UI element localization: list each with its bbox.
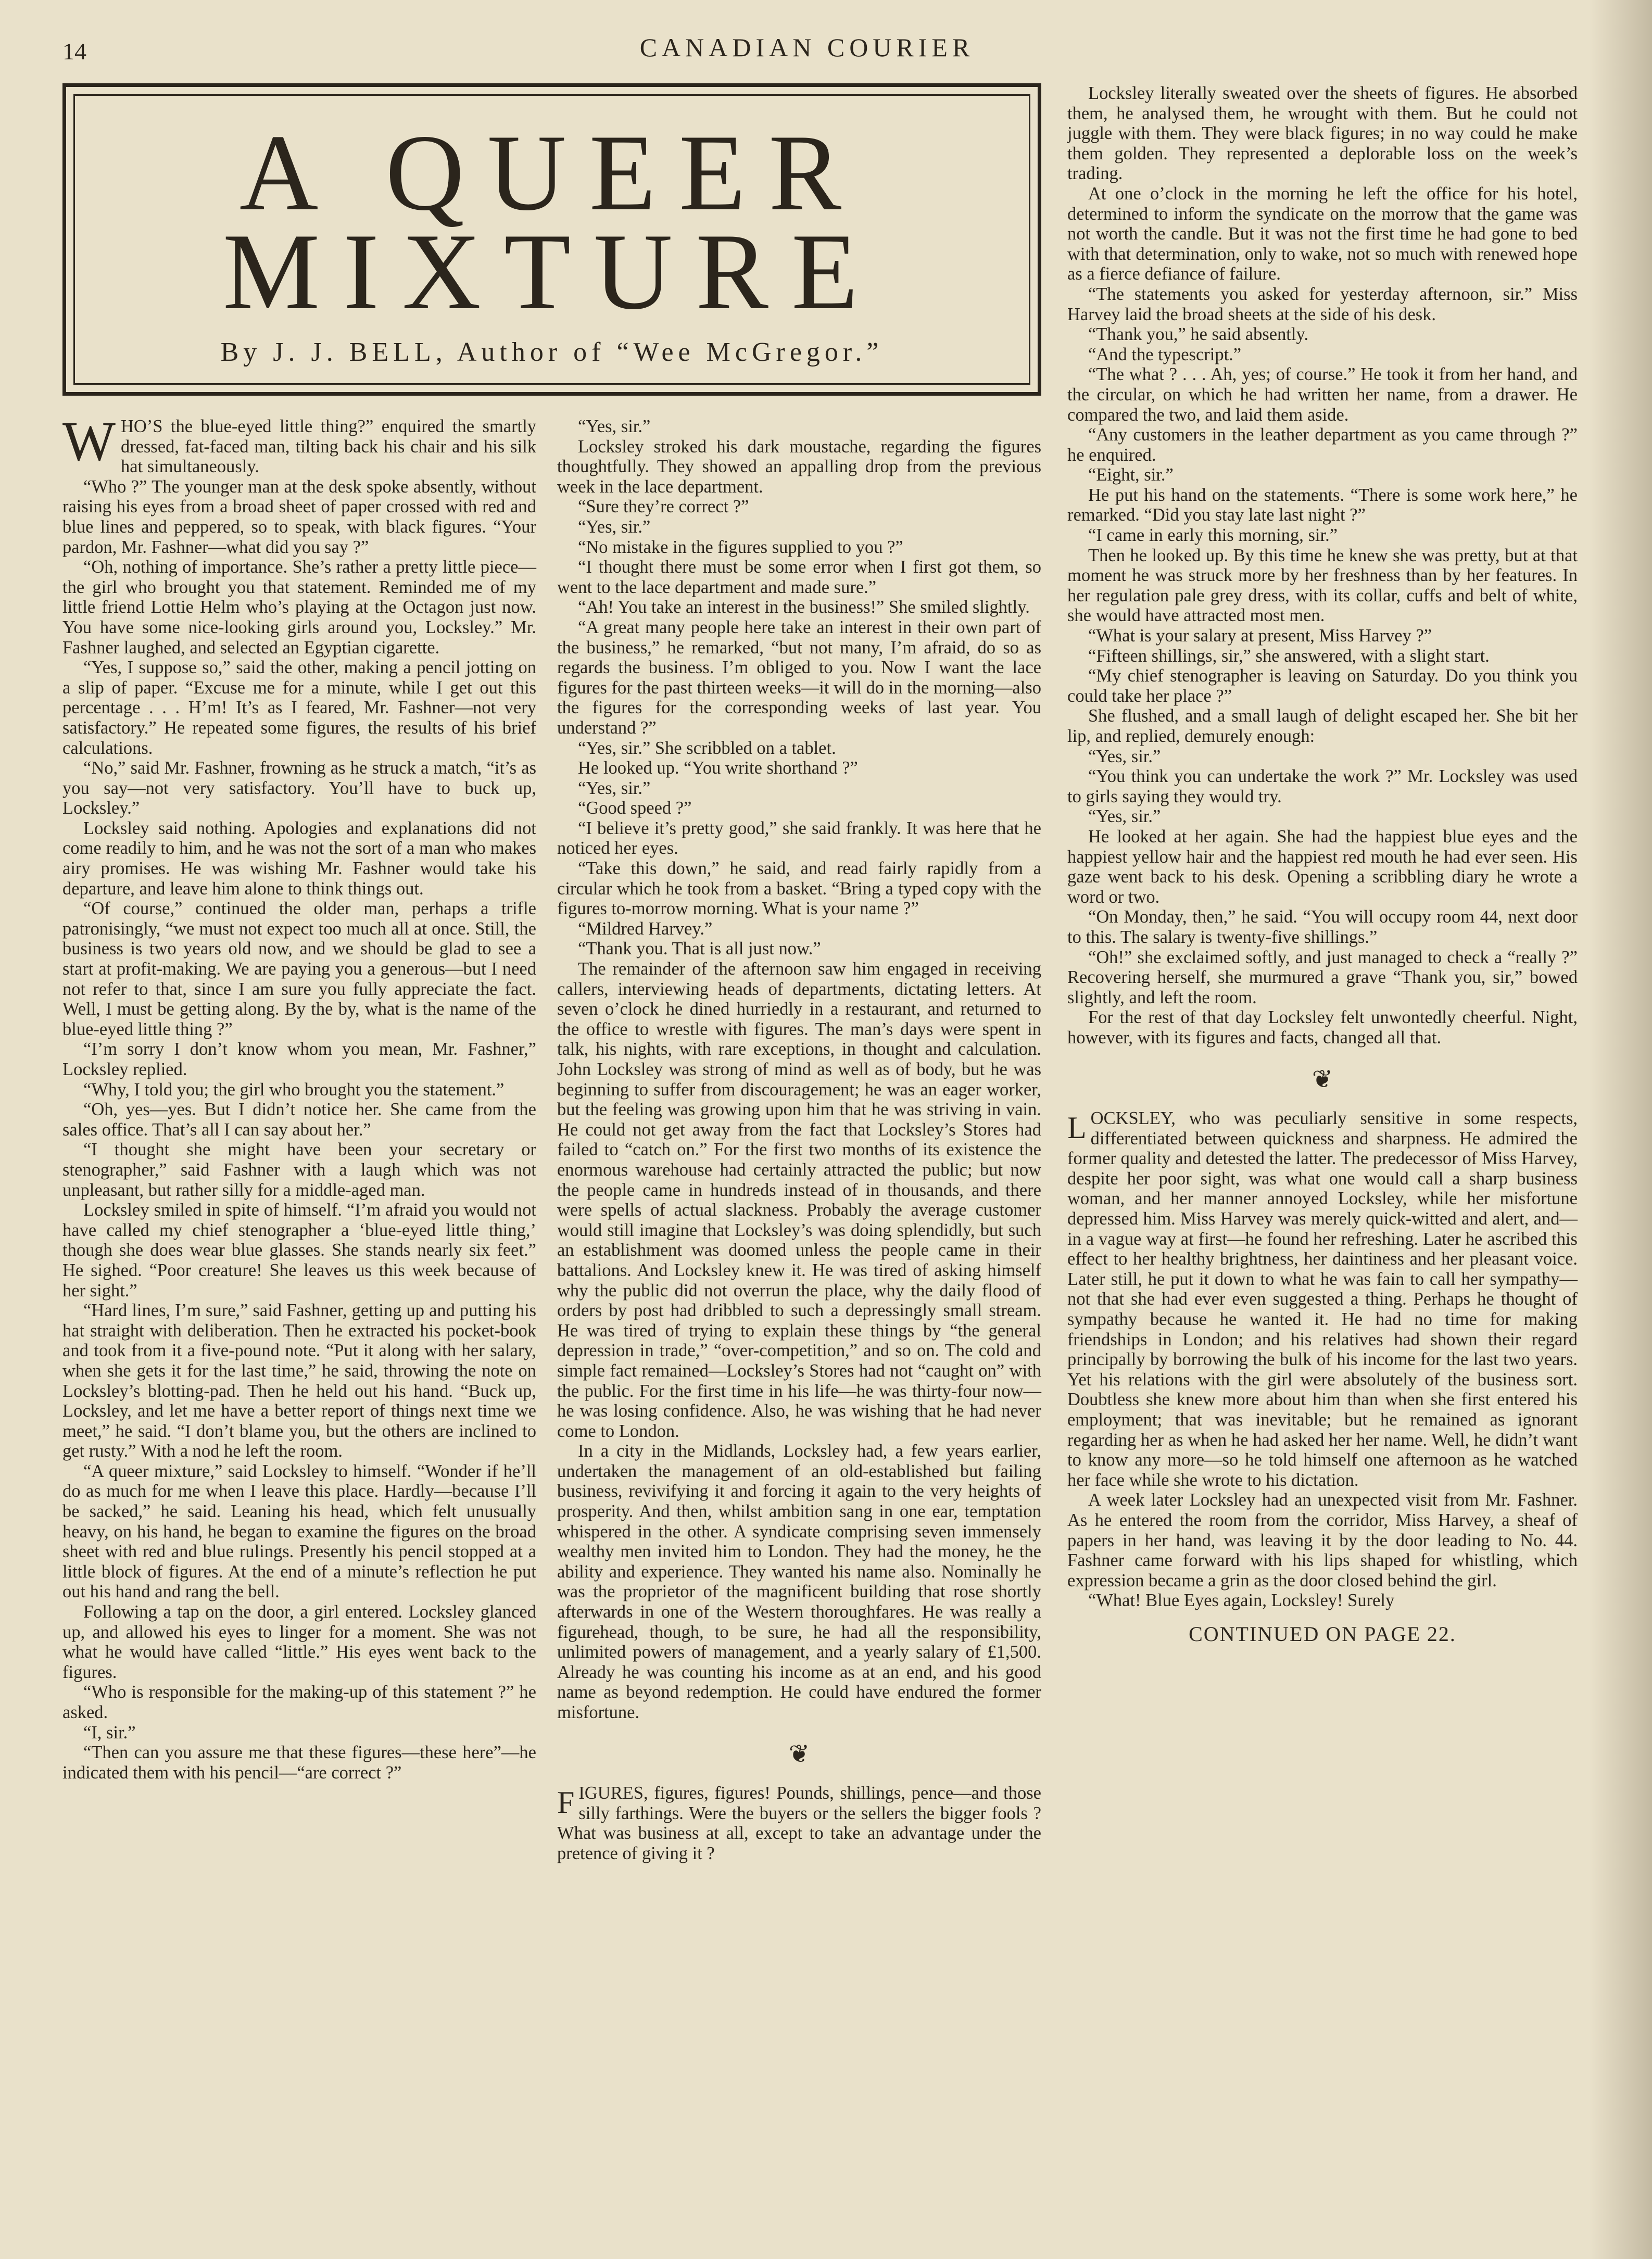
title-line-1: A QUEER [239, 112, 865, 233]
paragraph: “No,” said Mr. Fashner, frowning as he struck a match, “it’s as you say—not very satisfactory. You’ll have to buck up, Locksley.” [62, 758, 536, 818]
paragraph: Following a tap on the door, a girl entered. Locksley glanced up, and allowed his eyes to linger for a moment. She was not what he would have called “little.” His eyes went back to the figures. [62, 1602, 536, 1682]
paragraph: “The what ? . . . Ah, yes; of course.” He took it from her hand, and the circular, on which he had written her name, from a drawer. He compared the two, and laid them aside. [1067, 364, 1578, 425]
paragraph: “I thought she might have been your secretary or stenographer,” said Fashner with a laugh which was not unpleasant, but rather silly for a middle-aged man. [62, 1140, 536, 1200]
paragraph: “I came in early this morning, sir.” [1088, 525, 1338, 546]
paragraph: “Oh!” she exclaimed softly, and just managed to check a “really ?” Recovering herself, she murmured a grave “Thank you, sir,” bowed slightly, and left the room. [1067, 947, 1578, 1007]
paragraph: “Yes, sir.” [578, 417, 651, 436]
paragraph: “Mildred Harvey.” [578, 918, 713, 939]
paragraph: “Thank you. That is all just now.” [578, 939, 821, 959]
paragraph: He looked up. “You write shorthand ?” [578, 758, 858, 778]
paragraph: Locksley said nothing. Apologies and explanations did not come readily to him, and he was not the sort of a man who makes airy promises. He was wishing Mr. Fashner would take his departure, and leave him alone to think things out. [62, 818, 536, 899]
paragraph: He put his hand on the statements. “There is some work here,” he remarked. “Did you stay late last night ?” [1067, 485, 1578, 525]
paragraph: She flushed, and a small laugh of delight escaped her. She bit her lip, and replied, demurely enough: [1067, 706, 1578, 746]
paragraph: A week later Locksley had an unexpected visit from Mr. Fashner. As he entered the room from the corridor, Miss Harvey, a sheaf of papers in her hand, was leaving it by the door leading to No. 44. Fashner came forward with his lips shaped for whistling, which expression became a grin as the door closed behind the girl. [1067, 1490, 1578, 1591]
paragraph [1067, 1108, 1578, 1490]
paragraph: He looked at her again. She had the happiest blue eyes and the happiest yellow hair and the happiest red mouth he had ever seen. His gaze went back to his desk. Opening a scribbling diary he wrote a word or two. [1067, 826, 1578, 907]
paragraph: “Who ?” The younger man at the desk spoke absently, without raising his eyes from a broad sheet of paper crossed with red and blue lines and peppered, so to speak, with black figures. “Your pardon, Mr. Fashner—what did you say ?” [62, 476, 536, 557]
paragraph: “Yes, sir.” She scribbled on a tablet. [578, 738, 836, 758]
paragraph: “Oh, yes—yes. But I didn’t notice her. She came from the sales office. That’s all I can say about her.” [62, 1100, 536, 1140]
paragraph-text: OCKSLEY, who was peculiarly sensitive in some respects, differentiated between quickness and sharpness. He admired the former quality and detested the latter. The predecessor of Miss Harvey, despite her poor sight, was what one would call a sharp business woman, and her manner annoyed Locksley, while her misfortune depressed him. Miss Harvey was merely quick-witted and alert, and—in a vague way at first—he found her refreshing. Later he ascribed this effect to her healthy brightness, her daintiness and her pleasant voice. Later still, he put it down to what he was fain to call her sympathy—not that she had ever even suggested a thing. Perhaps he thought of sympathy because he wanted it. He had no time for making friendships in London; and his relatives had shown their regard principally by borrowing the bulk of his income for the last two years. Yet his relations with the girl were absolutely of the business sort. Doubtless she knew more about him than when she first entered his employment; that was inevitable; but he remained as ignorant regarding her as when he had asked her her name. Well, he didn’t want to know any more—so he told himself one afternoon as he watched her face while she wrote to his dictation. [1067, 1108, 1578, 1490]
paragraph: “Fifteen shillings, sir,” she answered, with a slight start. [1088, 646, 1490, 666]
paragraph: “Yes, I suppose so,” said the other, making a pencil jotting on a slip of paper. “Excuse me for a minute, while I get out this percentage . . . H’m! It’s as I feared, Mr. Fashner—not very satisfactory.” He repeated some figures, the results of his brief calculations. [62, 658, 536, 758]
paragraph: “I, sir.” [83, 1722, 136, 1743]
paragraph: “Who is responsible for the making-up of this statement ?” he asked. [62, 1682, 536, 1722]
paragraph: “Then can you assure me that these figures—these here”—he indicated them with his pencil—“are correct ?” [62, 1743, 536, 1783]
drop-cap: F [557, 1785, 575, 1820]
section-ornament-icon: ❦ [1311, 1065, 1333, 1093]
paragraph: The remainder of the afternoon saw him engaged in receiving callers, interviewing heads of departments, dictating letters. At seven o’clock he dined hurriedly in a restaurant, and returned to the office to wrestle with figures. The man’s days were spent in talk, his nights, with rare exceptions, in thought and calculation. John Locksley was strong of mind as well as of body, but he was beginning to suffer from discouragement; he was an eager worker, but the feeling was growing upon him that he was striving in vain. He could not get away from the fact that Locksley’s Stores had failed to “catch on.” For the first two months of its existence the enormous warehouse had certainly attracted the public; but now the people came in hundreds instead of in thousands, and there were spells of actual slackness. Probably the average customer would still imagine that Locksley’s was doing splendidly, but such an establishment was doomed unless the people came in their battalions. And Locksley knew it. He was tired of asking himself why the public did not overrun the place, why the daily flood of orders by post had dribbled to such a depressingly small stream. He was tired of trying to explain these things by “the general depression in trade,” “over-competition,” and so on. The cold and simple fact remained—Locksley’s Stores had not “caught on” with the public. For the first time in his life—he was thirty-four now—he was losing confidence. Also, he was wishing that he had never come to London. [557, 959, 1041, 1441]
column-2 [557, 417, 1041, 1864]
continued-notice: CONTINUED ON PAGE 22. [1189, 1622, 1456, 1646]
paragraph [62, 411, 536, 477]
paragraph: “Eight, sir.” [1088, 465, 1174, 485]
column-3 [1067, 83, 1578, 1645]
paragraph: “What! Blue Eyes again, Locksley! Surely [1088, 1591, 1395, 1611]
paragraph: “Oh, nothing of importance. She’s rather a pretty little piece—the girl who brought you that statement. Reminded me of my little friend Lottie Helm who’s playing at the Octagon just now. You have some nice-looking girls around you, Locksley.” Mr. Fashner laughed, and selected an Egyptian cigarette. [62, 557, 536, 658]
paragraph: “You think you can undertake the work ?” Mr. Locksley was used to girls saying they would try. [1067, 766, 1578, 806]
paragraph-text: IGURES, figures, figures! Pounds, shillings, pence—and those silly farthings. Were the buyers or the sellers the bigger fools ? What was business at all, except to take an advantage under the pretence of giving it ? [557, 1783, 1041, 1863]
paragraph: “Of course,” continued the older man, perhaps a trifle patronisingly, “we must not expect too much all at once. Still, the business is two years old now, and we should be glad to see a start at profit-making. We are paying you a generous—but I need not refer to that, since I am sure you fully appreciate the fact. Well, I must be getting along. By the by, what is the name of the blue-eyed little thing ?” [62, 899, 536, 1039]
paragraph: “No mistake in the figures supplied to you ?” [578, 537, 903, 557]
paragraph: “A great many people here take an interest in their own part of the business,” he remarked, “but not many, I’m afraid, do so as regards the business. I’m obliged to you. Now I want the lace figures for the past thirteen weeks—it will do in the morning—also the figures for the corresponding weeks of last year. You understand ?” [557, 617, 1041, 738]
paragraph: “Good speed ?” [578, 798, 692, 818]
paragraph-text: HO’S the blue-eyed little thing?” enquired the smartly dressed, fat-faced man, tilting back his chair and his silk hat simultaneously. [120, 417, 536, 477]
title-box [62, 83, 1041, 396]
paragraph: “Take this down,” he said, and read fairly rapidly from a circular which he took from a basket. “Bring a typed copy with the figures to-morrow morning. What is your name ?” [557, 859, 1041, 919]
running-head: CANADIAN COURIER [639, 33, 975, 62]
title-line-2: MIXTURE [222, 211, 881, 332]
paragraph: Locksley literally sweated over the sheets of figures. He absorbed them, he analysed them, he wrought with them. But he could not juggle with them. They were black figures; in no way could he make them golden. They represented a deplorable loss on the week’s trading. [1067, 83, 1578, 184]
paragraph: “I believe it’s pretty good,” she said frankly. It was here that he noticed her eyes. [557, 818, 1041, 859]
paragraph: For the rest of that day Locksley felt unwontedly cheerful. Night, however, with its figures and facts, changed all that. [1067, 1007, 1578, 1048]
paragraph: “On Monday, then,” he said. “You will occupy room 44, next door to this. The salary is twenty-five shillings.” [1067, 907, 1578, 947]
paragraph: “The statements you asked for yesterday afternoon, sir.” Miss Harvey laid the broad sheets at the side of his desk. [1067, 284, 1578, 324]
paragraph: “Any customers in the leather department as you came through ?” he enquired. [1067, 425, 1578, 465]
paragraph: “Yes, sir.” [1088, 806, 1161, 827]
paragraph: “My chief stenographer is leaving on Saturday. Do you think you could take her place ?” [1067, 666, 1578, 706]
binding-shadow [1590, 0, 1652, 2259]
paragraph: Locksley stroked his dark moustache, regarding the figures thoughtfully. They showed an appalling drop from the previous week in the lace department. [557, 436, 1041, 497]
paragraph: “Yes, sir.” [1088, 746, 1161, 766]
paragraph [557, 1783, 1041, 1863]
section-ornament-icon: ❦ [788, 1740, 810, 1768]
paragraph: At one o’clock in the morning he left the office for his hotel, determined to inform the syndicate on the morrow that the game was not worth the candle. But it was not the first time he had gone to bed with that determination, only to wake, not so much with renewed hope as a fierce defiance of failure. [1067, 183, 1578, 284]
page-number: 14 [62, 38, 86, 65]
paragraph: Then he looked up. By this time he knew she was pretty, but at that moment he was struck more by her freshness than by her features. In her regulation pale grey dress, with its collar, cuffs and belt of white, she would have attracted most men. [1067, 545, 1578, 626]
paragraph: “What is your salary at present, Miss Harvey ?” [1088, 626, 1432, 646]
paragraph: “Sure they’re correct ?” [578, 497, 749, 517]
drop-cap: W [62, 411, 116, 473]
paragraph: “Why, I told you; the girl who brought you the statement.” [83, 1079, 505, 1100]
drop-cap: L [1067, 1110, 1087, 1145]
paragraph: “Hard lines, I’m sure,” said Fashner, getting up and putting his hat straight with deliberation. Then he extracted his pocket-book and took from it a five-pound note. “Put it along with her salary, when she gets it for the last time,” he said, throwing the note on Locksley’s blotting-pad. Then he held out his hand. “Buck up, Locksley, and let me have a better report of things next time we meet,” he said. “I don’t blame you, but the others are inclined to get rusty.” With a nod he left the room. [62, 1301, 536, 1461]
paragraph: “I’m sorry I don’t know whom you mean, Mr. Fashner,” Locksley replied. [62, 1039, 536, 1079]
paragraph: In a city in the Midlands, Locksley had, a few years earlier, undertaken the management of an old-established but failing business, revivifying it and forcing it again to the very heights of prosperity. And then, whilst ambition sang in one ear, temptation whispered in the other. A syndicate comprising seven immensely wealthy men invited him to London. They had the money, he the ability and experience. They wanted his name also. Nominally he was the proprietor of the magnificent building that rose shortly afterwards in one of the Western thoroughfares. He was really a figurehead, though, to be sure, he had all the responsibility, unlimited powers of management, and a yearly salary of £1,500. Already he was counting his income as at an end, and his good name as beyond redemption. He could have endured the former misfortune. [557, 1441, 1041, 1722]
paragraph: “Thank you,” he said absently. [1088, 324, 1309, 345]
paragraph: “A queer mixture,” said Locksley to himself. “Wonder if he’ll do as much for me when I leave this place. Hardly—because I’ll be sacked,” he said. Leaning his head, which felt unusually heavy, on his hand, he began to examine the figures on the broad sheet with red and blue rulings. Presently his pencil stopped at a little block of figures. At the end of a minute’s reflection he put out his hand and rang the bell. [62, 1461, 536, 1602]
paragraph: “Ah! You take an interest in the business!” She smiled slightly. [578, 597, 1030, 617]
paragraph: “And the typescript.” [1088, 344, 1242, 364]
paragraph: “I thought there must be some error when I first got them, so went to the lace department and made sure.” [557, 557, 1041, 597]
paragraph: “Yes, sir.” [578, 516, 651, 537]
byline: By J. J. BELL, Author of “Wee McGregor.” [220, 337, 884, 367]
column-1 [62, 411, 536, 1783]
paragraph: Locksley smiled in spite of himself. “I’m afraid you would not have called my chief stenographer a ‘blue-eyed little thing,’ though she does wear blue glasses. She stands nearly six feet.” He sighed. “Poor creature! She leaves us this week because of her sight.” [62, 1200, 536, 1301]
paragraph: “Yes, sir.” [578, 778, 651, 798]
